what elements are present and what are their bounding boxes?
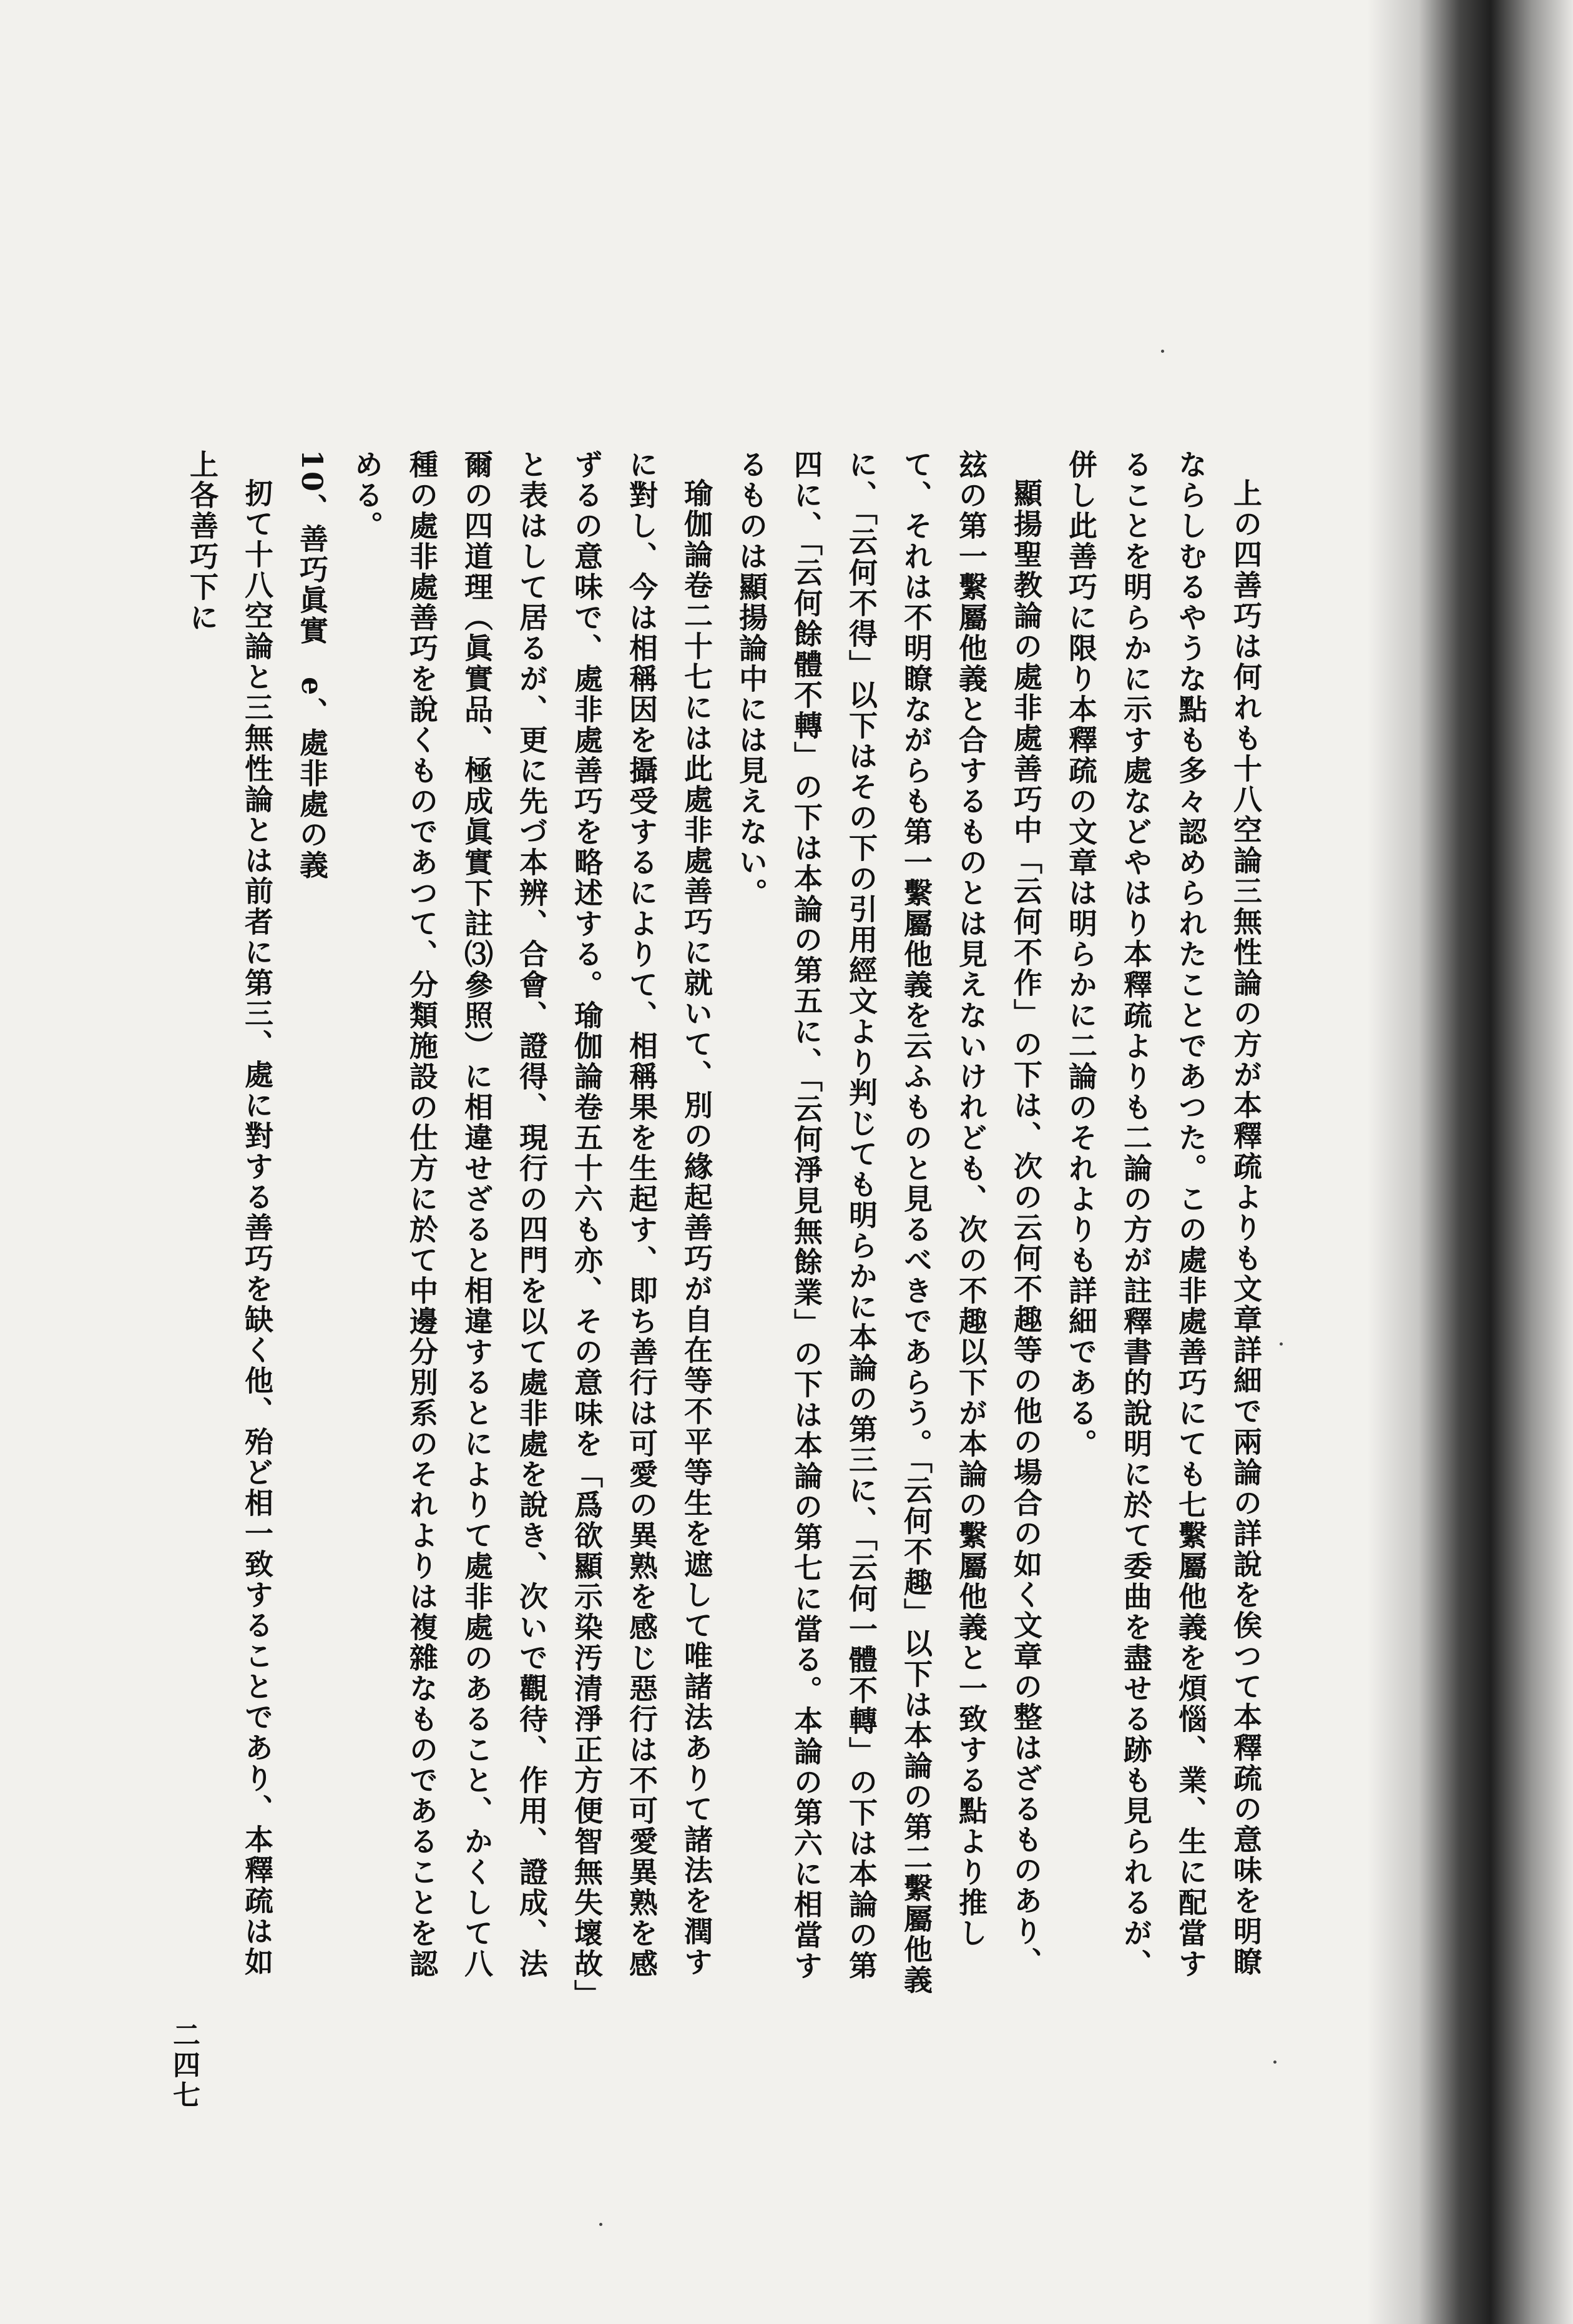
paragraph-4: 扨て十八空論と三無性論とは前者に第三、處に對する善巧を缺く他、殆ど相一致することであり、本釋疏は如上各善巧下に — [185, 450, 274, 1977]
page-number: 二四七 — [168, 2021, 200, 2110]
scan-speck — [1161, 350, 1164, 353]
scan-speck — [1280, 1342, 1283, 1346]
section-heading: 10、善巧眞實 e、處非處の義 — [295, 450, 329, 881]
paragraph-1: 上の四善巧は何れも十八空論三無性論の方が本釋疏よりも文章詳細で兩論の詳說を俟つて本釋疏の意味を明瞭ならしむるやうな點も多々認められたことであつた。この處非處善巧にても七繫屬他義を煩惱、業、生に配當することを明らかに示す處などやはり本釋疏よりも二論の方が註釋書的說明に於て委曲を盡せる跡も見られるが、併し此善巧に限り本釋疏の文章は明らかに二論のそれよりも詳細である。 — [1064, 450, 1263, 1979]
scan-speck — [599, 2223, 602, 2226]
scan-edge-shadow — [1367, 0, 1573, 2324]
body-text — [162, 450, 1273, 1998]
paragraph-2: 顯揚聖教論の處非處善巧中「云何不作」の下は、次の云何不趣等の他の場合の如く文章の整はざるものあり、玆の第一繫屬他義と合するものとは見えないけれども、次の不趣以下が本論の繫屬他義と一致する點より推して、それは不明瞭ながらも第一繫屬他義を云ふものと見るべきであらう。「云何不趣」以下は本論の第二繫屬他義に、「云何不得」以下はその下の引用經文より判じても明らかに本論の第三に、「云何一體不轉」の下は本論の第四に、「云何餘體不轉」の下は本論の第五に、「云何淨見無餘業」の下は本論の第七に當る。本論の第六に相當するものは顯揚論中には見えない。 — [735, 450, 1043, 1996]
paragraph-3: 瑜伽論卷二十七には此處非處善巧に就いて、別の緣起善巧が自在等不平等生を遮して唯諸法ありて諸法を潤すに對し、今は相稱因を攝受するによりて、相稱果を生起す、即ち善行は可愛の異熟を感じ惡行は不可愛異熟を感ずるの意味で、處非處善巧を略述する。瑜伽論卷五十六も亦、その意味を「爲欲顯示染汚清淨正方便智無失壞故」と表はして居るが、更に先づ本辨、合會、證得、現行の四門を以て處非處を說き、次いで觀待、作用、證成、法爾の四道理（眞實品、極成眞實下註⑶參照）に相違せざると相違するとによりて處非處のあること、かくして八種の處非處善巧を說くものであつて、分類施設の仕方に於て中邊分別系のそれよりは複雜なものであることを認める。 — [350, 450, 713, 1996]
scan-speck — [1273, 2061, 1277, 2064]
